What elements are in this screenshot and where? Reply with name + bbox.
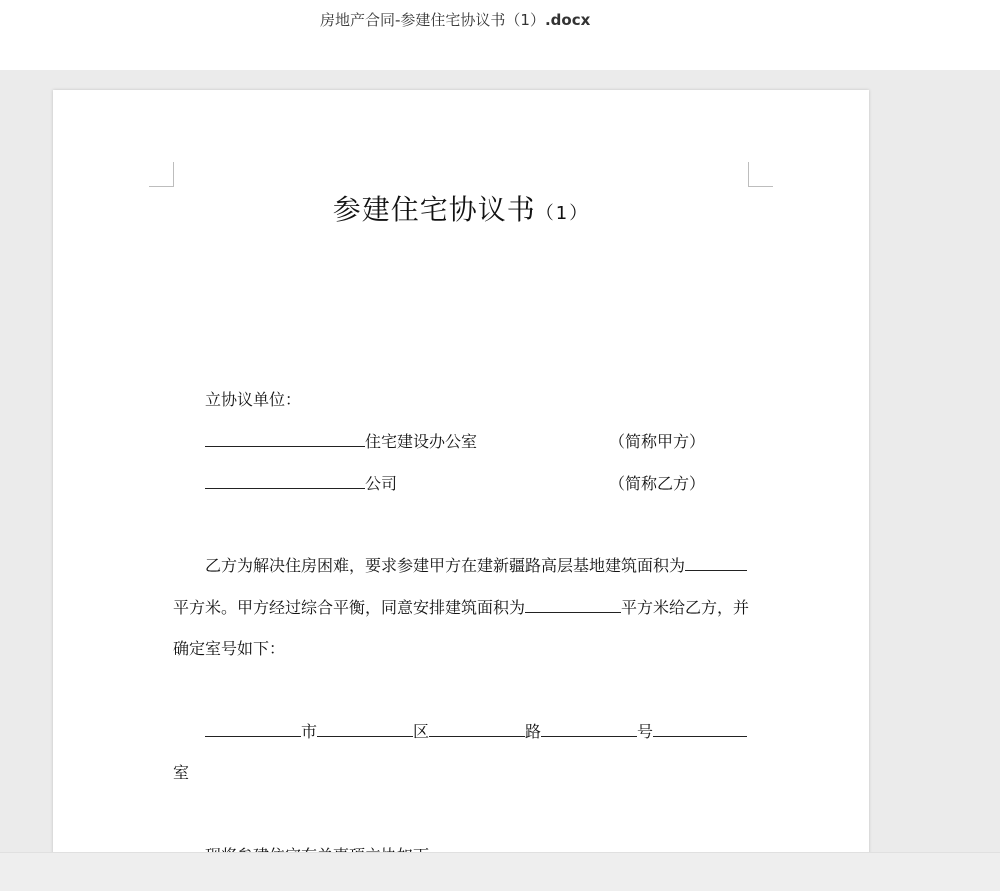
party-a-blank[interactable] bbox=[205, 432, 365, 447]
para1-text-2b: 平方米给乙方，并 bbox=[621, 598, 750, 617]
paragraph-1-line-2 bbox=[173, 595, 749, 618]
party-a-alias: （简称甲方） bbox=[609, 432, 706, 451]
address-line bbox=[205, 719, 747, 742]
parties-label: 立协议单位： bbox=[205, 390, 302, 409]
document-filename bbox=[320, 9, 590, 30]
document-page[interactable] bbox=[53, 90, 869, 890]
room-blank[interactable] bbox=[653, 722, 747, 737]
addr-number: 号 bbox=[637, 722, 654, 741]
para1-text-1: 乙方为解决住房困难，要求参建甲方在建新疆路高层基地建筑面积为 bbox=[205, 556, 686, 575]
city-blank[interactable] bbox=[205, 722, 301, 737]
paragraph-1-line-3: 确定室号如下： bbox=[173, 639, 286, 658]
heading-number: （1） bbox=[535, 203, 590, 224]
addr-city: 市 bbox=[301, 722, 318, 741]
party-b-line bbox=[205, 471, 397, 494]
margin-marker-top-left bbox=[149, 162, 174, 187]
filename-text: 房地产合同-参建住宅协议书（1） bbox=[320, 11, 545, 29]
area-blank-1[interactable] bbox=[685, 556, 747, 571]
number-blank[interactable] bbox=[541, 722, 637, 737]
addr-district: 区 bbox=[413, 722, 430, 741]
addr-room: 室 bbox=[173, 763, 190, 782]
party-b-blank[interactable] bbox=[205, 474, 365, 489]
area-blank-2[interactable] bbox=[525, 598, 621, 613]
document-viewport[interactable] bbox=[0, 70, 1000, 852]
party-a-line bbox=[205, 429, 477, 452]
addr-road: 路 bbox=[525, 722, 542, 741]
party-b-alias: （简称乙方） bbox=[609, 474, 706, 493]
title-bar bbox=[0, 0, 1000, 70]
heading-text: 参建住宅协议书 bbox=[332, 193, 536, 226]
bottom-bar bbox=[0, 852, 1000, 891]
para1-text-2a: 平方米。甲方经过综合平衡，同意安排建筑面积为 bbox=[173, 598, 526, 617]
paragraph-1-line-1 bbox=[205, 553, 747, 576]
document-heading bbox=[53, 188, 869, 228]
district-blank[interactable] bbox=[317, 722, 413, 737]
party-a-name: 住宅建设办公室 bbox=[365, 432, 478, 451]
party-b-name: 公司 bbox=[365, 474, 398, 493]
road-blank[interactable] bbox=[429, 722, 525, 737]
filename-extension: .docx bbox=[544, 11, 591, 29]
margin-marker-top-right bbox=[748, 162, 773, 187]
